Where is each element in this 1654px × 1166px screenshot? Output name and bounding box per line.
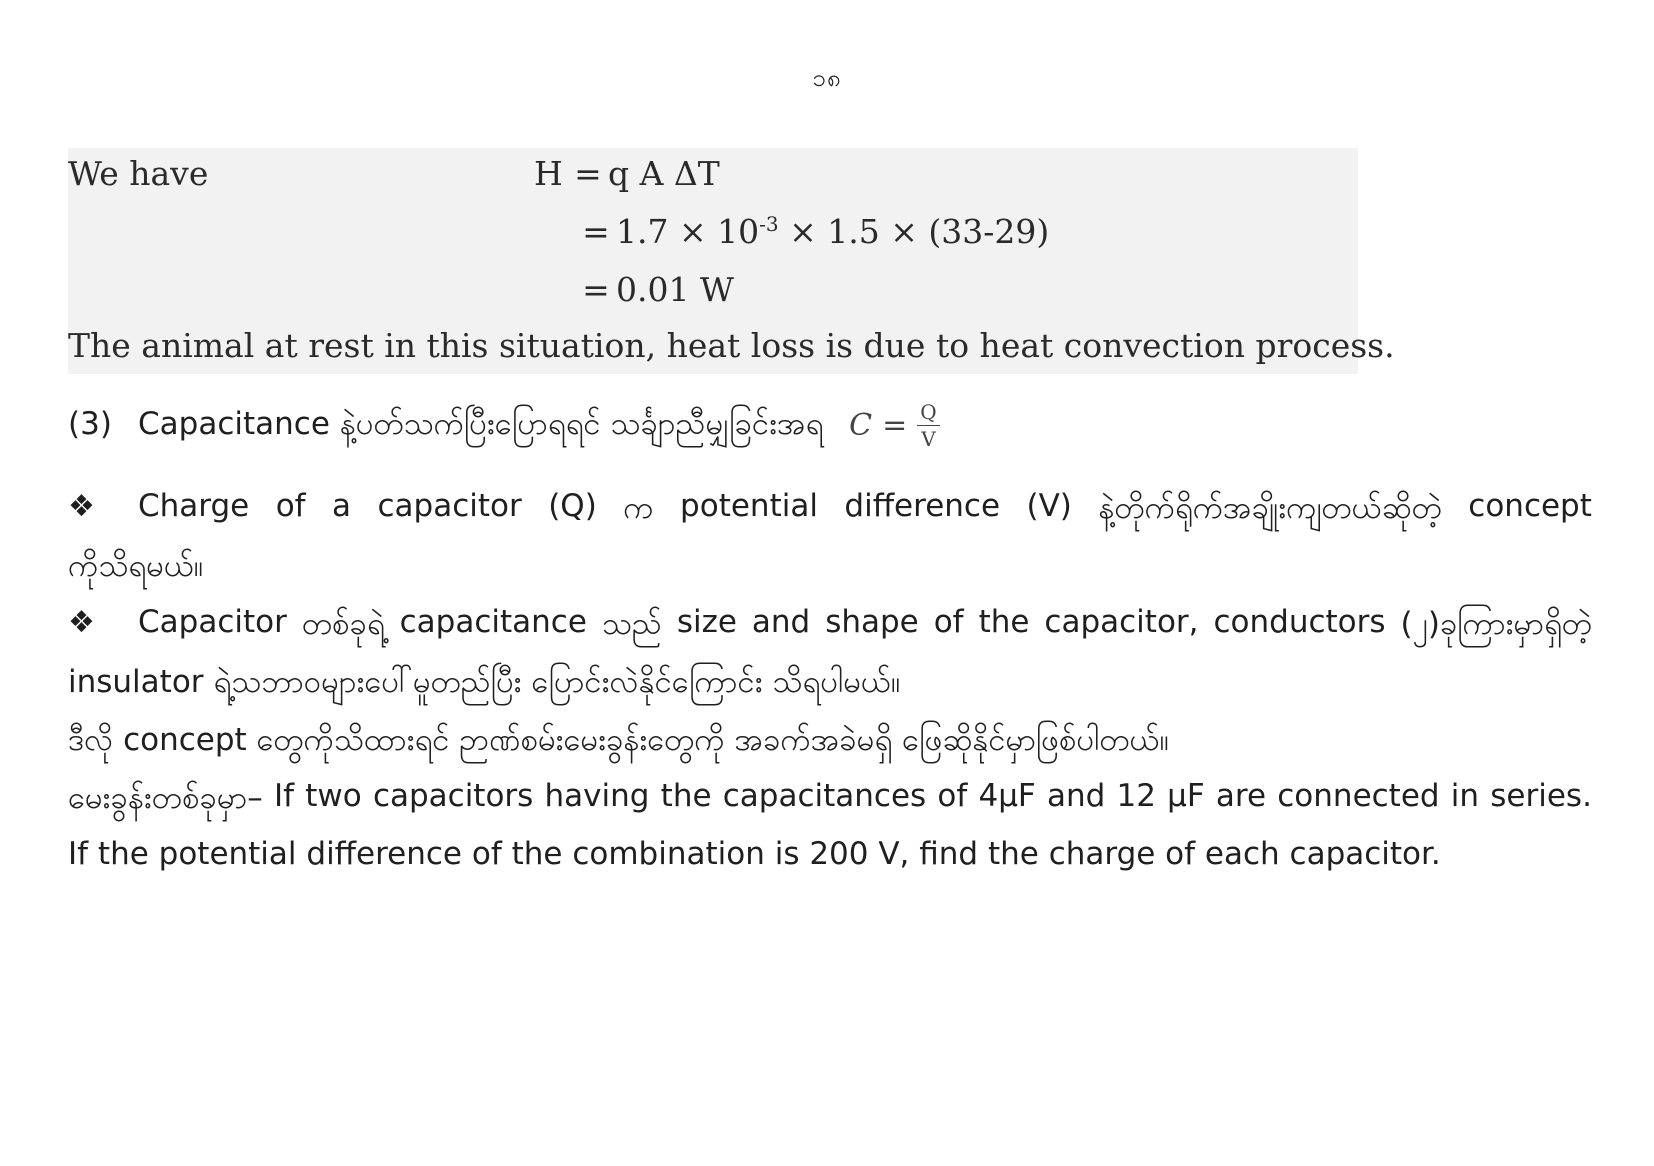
item-number: (3) <box>68 406 112 442</box>
bullet-2-line-1 <box>68 604 1592 650</box>
bullet-1-line-1 <box>68 488 1592 534</box>
question-word: two <box>305 778 362 814</box>
equals-sign: = <box>574 154 602 193</box>
formula-equals: = <box>882 408 908 443</box>
bullet-2-word: capacitor, <box>1044 604 1199 640</box>
bullet-1-word: (V) <box>1026 488 1072 524</box>
bullet-2-word: (၂)ခုကြားမှာရှိတဲ့ <box>1400 606 1592 642</box>
bullet-1-line-2: ကိုသိရမယ်။ <box>68 548 204 584</box>
concept-paragraph: ဒီလို concept တွေကိုသိထားရင် ဉာဏ်စမ်းမေးခွန်းတွေကို အခက်အခဲမရှိ ဖြေဆိုနိုင်မှာဖြစ်ပါတယ်။ <box>68 722 1170 758</box>
bullet-2-line-2: insulator ရဲ့သဘာဝများပေါ်မူတည်ပြီး ပြောင်းလဲနိုင်ကြောင်း သိရပါမယ်။ <box>68 664 901 700</box>
equation-rhs: q A ΔT <box>608 154 720 193</box>
question-word: connected <box>1277 778 1440 814</box>
question-word: capacitances <box>722 778 927 814</box>
equation-lhs: H <box>534 154 563 193</box>
page-number: ၁၈ <box>812 64 842 92</box>
bullet-2-word: တစ်ခုရဲ့ <box>301 606 385 642</box>
question-word: in <box>1450 778 1480 814</box>
bullet-1-word: (Q) <box>548 488 597 524</box>
worked-solution-image <box>68 148 1395 374</box>
bullet-2-word: and <box>751 604 811 640</box>
question-word: မေးခွန်းတစ်ခုမှာ– <box>68 780 263 816</box>
question-line-2: If the potential difference of the combination is 200 V, find the charge of each capacitor. <box>68 836 1441 872</box>
bullet-1-word: capacitor <box>377 488 522 524</box>
formula-lhs: C <box>849 408 873 443</box>
snippet-conclusion: The animal at rest in this situation, heat loss is due to heat convection process. <box>68 326 1395 365</box>
bullet-1-word: Charge <box>138 488 250 524</box>
item-text: Capacitance နဲ့ပတ်သက်ပြီးပြောရရင် သင်္ချာညီမျှခြင်းအရ <box>138 406 824 442</box>
bullet-1-word: က <box>623 490 654 526</box>
question-word: having <box>544 778 650 814</box>
equals-sign: = <box>582 212 610 251</box>
bullet-2-word: of <box>933 604 964 640</box>
equation-rhs-rest: × 1.5 × (33-29) <box>778 212 1050 251</box>
question-word: If <box>273 778 295 814</box>
equation-line-2 <box>576 212 1049 251</box>
bullet-1-word: နဲ့တိုက်ရိုက်အချိုးကျတယ်ဆိုတဲ့ <box>1098 490 1442 526</box>
bullet-2-word: conductors <box>1213 604 1386 640</box>
formula-fraction <box>917 402 939 449</box>
equation-line-1 <box>534 154 720 193</box>
question-word: capacitors <box>372 778 534 814</box>
snippet-intro: We have <box>68 154 209 193</box>
bullet-2-word: capacitance <box>399 604 587 640</box>
equation-exponent: -3 <box>759 212 779 236</box>
bullet-1-symbol-and-first-word <box>68 488 249 534</box>
bullet-1-word: of <box>275 488 306 524</box>
bullet-2-word: size <box>676 604 737 640</box>
question-word: are <box>1215 778 1267 814</box>
capacitance-formula <box>849 402 940 449</box>
question-word: of <box>937 778 968 814</box>
equation-line-3 <box>576 270 734 309</box>
bullet-2-word: Capacitor <box>138 604 287 640</box>
bullet-icon: ❖ <box>68 605 95 640</box>
fraction-numerator: Q <box>917 402 939 426</box>
bullet-1-word: potential <box>680 488 818 524</box>
question-word: 4μF <box>978 778 1036 814</box>
bullet-icon: ❖ <box>68 489 95 524</box>
equation-rhs-base: 1.7 × 10 <box>616 212 760 251</box>
equation-rhs: 0.01 W <box>616 270 734 309</box>
question-line-1 <box>68 778 1592 824</box>
fraction-denominator: V <box>921 427 936 451</box>
bullet-1-word: difference <box>844 488 1001 524</box>
item-3-line <box>68 402 940 450</box>
bullet-2-symbol-and-first-word <box>68 604 287 650</box>
bullet-1-word: concept <box>1468 488 1592 524</box>
bullet-2-word: သည် <box>601 606 662 642</box>
question-word: the <box>660 778 712 814</box>
bullet-2-word: shape <box>825 604 919 640</box>
question-word: and <box>1046 778 1106 814</box>
question-word: series. <box>1490 778 1592 814</box>
equals-sign: = <box>582 270 610 309</box>
question-word: 12 <box>1116 778 1156 814</box>
question-word: μF <box>1167 778 1205 814</box>
bullet-2-word: the <box>978 604 1030 640</box>
bullet-1-word: a <box>332 488 352 524</box>
